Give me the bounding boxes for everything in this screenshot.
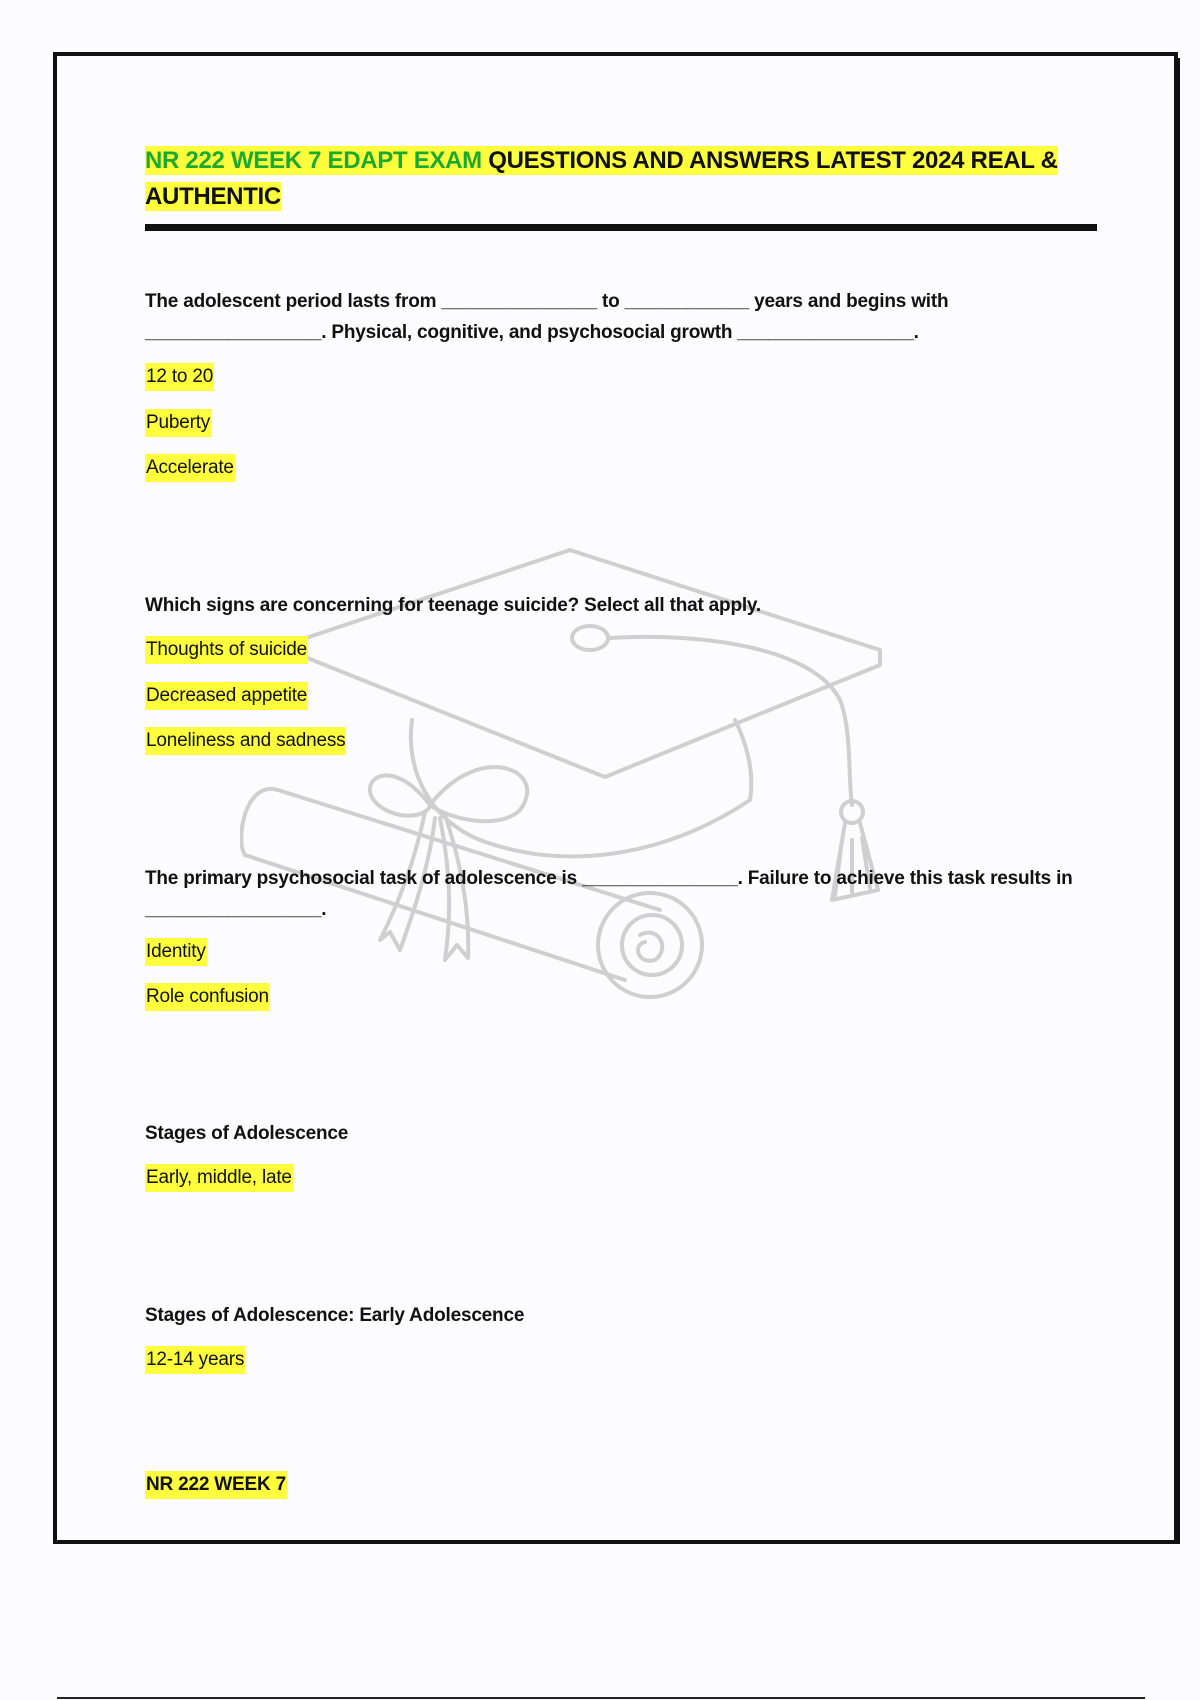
- answer-item: Puberty: [145, 409, 211, 437]
- footer-course-label: NR 222 WEEK 7: [145, 1471, 287, 1499]
- question-prompt: The adolescent period lasts from _______________ to ____________ years and begins with _________________. Physical, cognitive, and psychosocial growth _________________.: [145, 291, 949, 343]
- answer-item: Accelerate: [145, 454, 235, 482]
- answer-item: Identity: [145, 938, 207, 966]
- question-prompt: Stages of Adolescence: Early Adolescence: [145, 1305, 525, 1326]
- question-prompt: Stages of Adolescence: [145, 1123, 349, 1144]
- document-title: [145, 143, 1105, 215]
- title-subtitle: QUESTIONS AND ANSWERS LATEST 2024 REAL & AUTHENTIC: [145, 147, 1058, 210]
- answer-item: Decreased appetite: [145, 682, 308, 710]
- answer-item: Role confusion: [145, 983, 270, 1011]
- answer-item: Early, middle, late: [145, 1164, 293, 1192]
- question-prompt: Which signs are concerning for teenage suicide? Select all that apply.: [145, 595, 761, 616]
- bottom-rule: [57, 1697, 1145, 1699]
- question-prompt: The primary psychosocial task of adolescence is _______________. Failure to achieve this task results in _________________.: [145, 868, 1073, 920]
- answer-item: 12-14 years: [145, 1346, 245, 1374]
- answer-item: Loneliness and sadness: [145, 727, 346, 755]
- answer-item: Thoughts of suicide: [145, 636, 308, 664]
- answer-item: 12 to 20: [145, 363, 214, 391]
- title-divider: [145, 224, 1097, 231]
- title-course-code: NR 222 WEEK 7 EDAPT EXAM: [145, 147, 482, 174]
